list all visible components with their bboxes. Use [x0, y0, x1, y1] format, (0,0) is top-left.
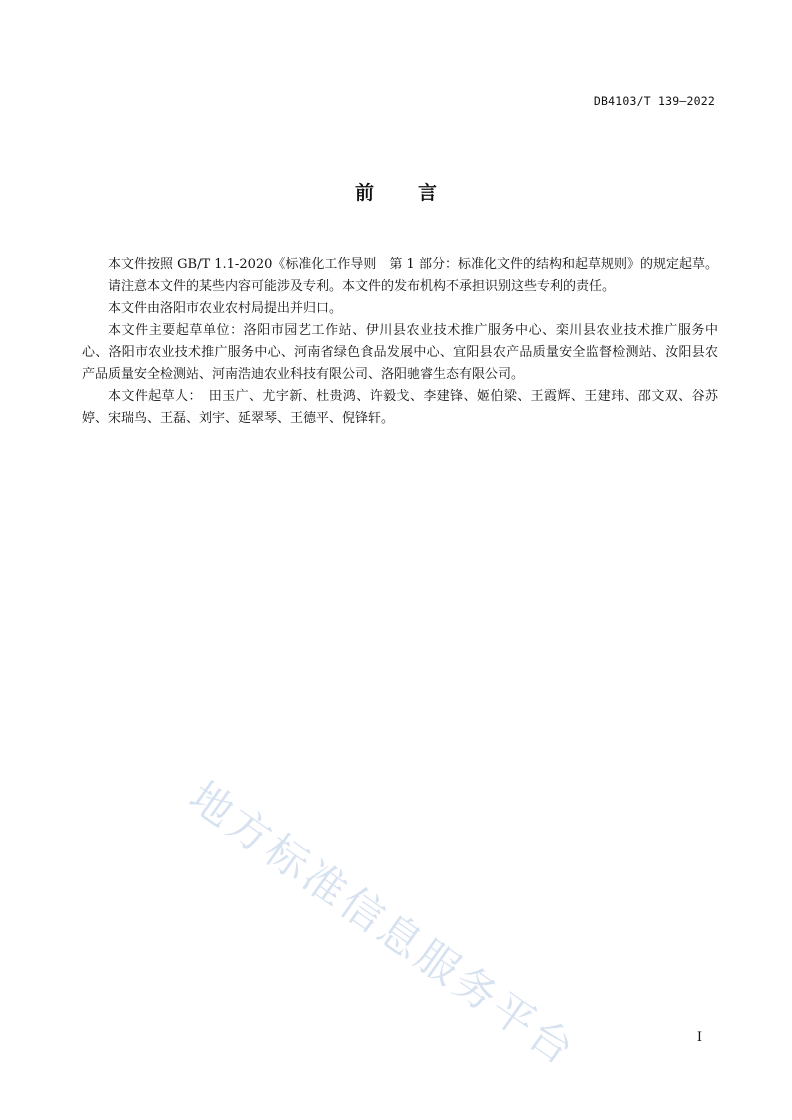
document-code: DB4103/T 139—2022	[593, 94, 715, 108]
paragraph-standard-basis: 本文件按照 GB/T 1.1-2020《标准化工作导则 第 1 部分：标准化文件的结构和起草规则》的规定起草。	[108, 257, 718, 272]
paragraph-drafting-units: 本文件主要起草单位：洛阳市园艺工作站、伊川县农业技术推广服务中心、栾川县农业技术推广服务中心、洛阳市农业技术推广服务中心、河南省绿色食品发展中心、宜阳县农产品质量安全监督检测站、汝阳县农产品质量安全检测站、河南浩迪农业科技有限公司、洛阳驰睿生态有限公司。	[82, 323, 718, 382]
paragraph-drafters: 本文件起草人： 田玉广、尤宇新、杜贵鸿、许毅戈、李建锋、姬伯梁、王霞辉、王建玮、邵文双、谷苏婷、宋瑞鸟、王磊、刘宇、延翠琴、王德平、倪锋轩。	[82, 389, 718, 426]
paragraph-patent-notice: 请注意本文件的某些内容可能涉及专利。本文件的发布机构不承担识别这些专利的责任。	[108, 279, 616, 294]
foreword-body	[82, 254, 718, 430]
page-number: I	[696, 1030, 702, 1045]
paragraph-proposer: 本文件由洛阳市农业农村局提出并归口。	[108, 301, 343, 316]
watermark: 地方标准信息服务平台	[180, 771, 586, 1076]
title-char-1: 前	[354, 182, 374, 204]
page-title	[0, 178, 792, 205]
title-char-2: 言	[418, 182, 438, 204]
